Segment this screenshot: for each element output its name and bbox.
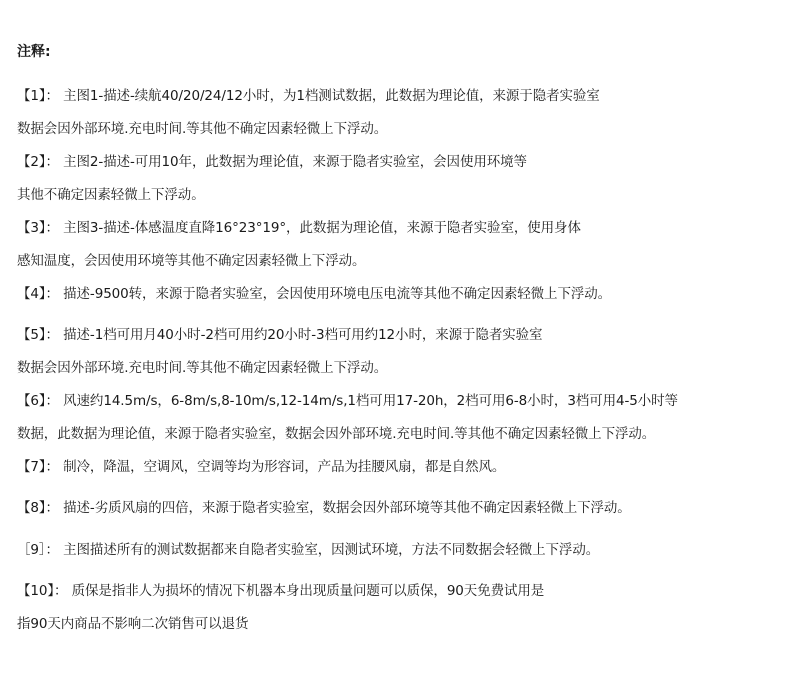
note-2-line-2: 其他不确定因素轻微上下浮动。 <box>17 187 205 203</box>
note-1-line-1: 【1】： 主图1-描述-续航40/20/24/12小时，为1档测试数据，此数据为理论值，来源于隐者实验室 <box>17 88 600 104</box>
note-10-line-2: 指90天内商品不影响二次销售可以退货 <box>17 616 249 632</box>
note-1-line-2: 数据会因外部环境.充电时间.等其他不确定因素轻微上下浮动。 <box>17 121 388 137</box>
notes-heading: 注释: <box>17 44 51 60</box>
note-10-line-1: 【10】： 质保是指非人为损坏的情况下机器本身出现质量问题可以质保，90天免费试用是 <box>17 583 545 599</box>
note-5-line-2: 数据会因外部环境.充电时间.等其他不确定因素轻微上下浮动。 <box>17 360 388 376</box>
note-3-line-1: 【3】： 主图3-描述-体感温度直降16°23°19°，此数据为理论值，来源于隐者实验室，使用身体 <box>17 220 581 236</box>
note-5-line-1: 【5】： 描述-1档可用月40小时-2档可用约20小时-3档可用约12小时，来源于隐者实验室 <box>17 327 543 343</box>
note-3-line-2: 感知温度，会因使用环境等其他不确定因素轻微上下浮动。 <box>17 253 366 269</box>
note-6-line-1: 【6】： 风速约14.5m/s，6-8m/s,8-10m/s,12-14m/s,1档可用17-20h，2档可用6-8小时，3档可用4-5小时等 <box>17 393 678 409</box>
note-7-line-1: 【7】： 制冷，降温，空调风，空调等均为形容词，产品为挂腰风扇，都是自然风。 <box>17 459 506 475</box>
note-6-line-2: 数据，此数据为理论值，来源于隐者实验室，数据会因外部环境.充电时间.等其他不确定因素轻微上下浮动。 <box>17 426 656 442</box>
note-9-line-1: ［9］： 主图描述所有的测试数据都来自隐者实验室，因测试环境，方法不同数据会轻微上下浮动。 <box>17 542 600 558</box>
note-4-line-1: 【4】： 描述-9500转，来源于隐者实验室，会因使用环境电压电流等其他不确定因素轻微上下浮动。 <box>17 286 612 302</box>
note-8-line-1: 【8】： 描述-劣质风扇的四倍，来源于隐者实验室，数据会因外部环境等其他不确定因素轻微上下浮动。 <box>17 500 631 516</box>
note-2-line-1: 【2】： 主图2-描述-可用10年，此数据为理论值，来源于隐者实验室，会因使用环境等 <box>17 154 527 170</box>
